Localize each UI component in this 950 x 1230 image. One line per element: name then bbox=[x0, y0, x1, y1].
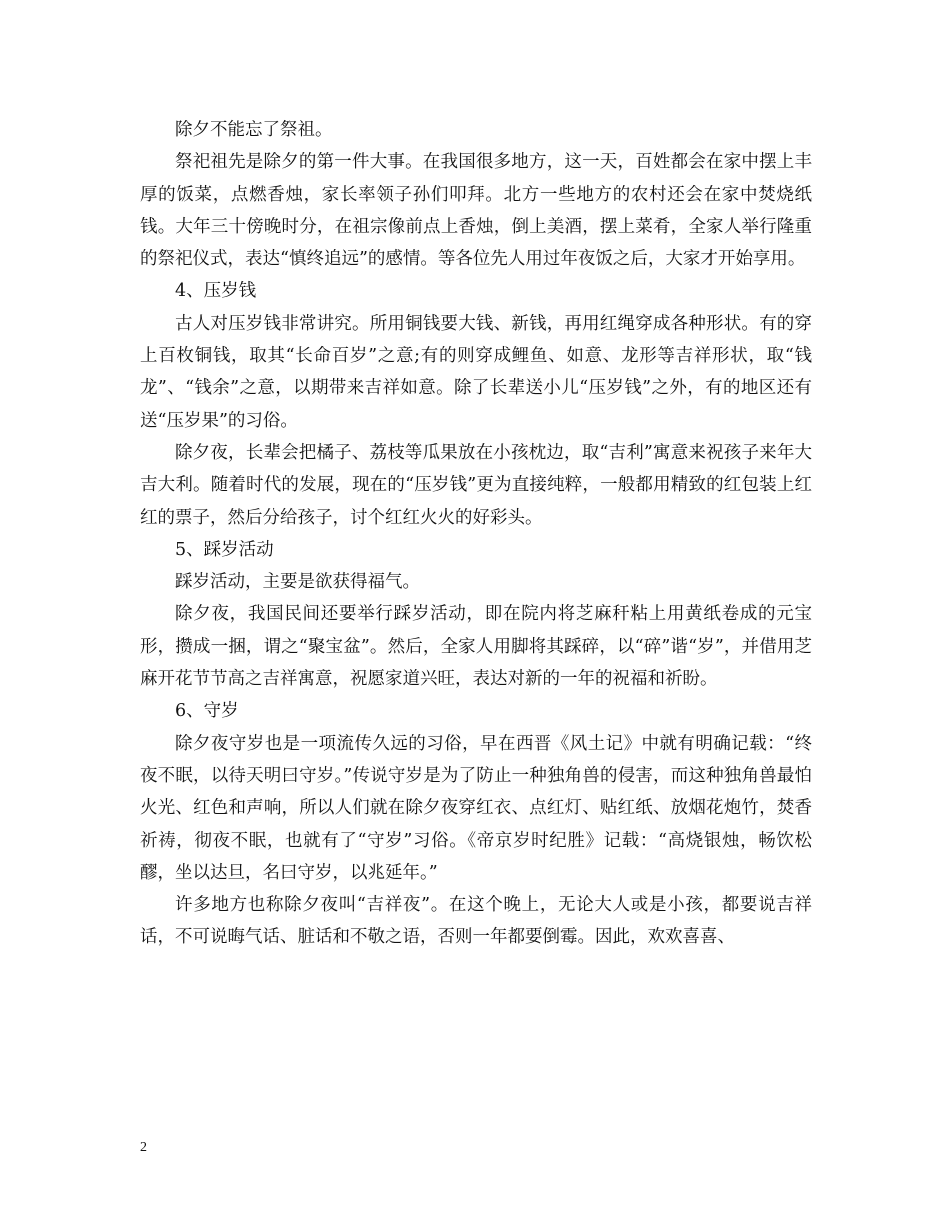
section-heading-staying-up: 6、守岁 bbox=[175, 701, 239, 722]
section-heading-lucky-money: 4、压岁钱 bbox=[175, 281, 257, 302]
paragraph-lucky-money-history: 古人对压岁钱非常讲究。所用铜钱要大钱、新钱，再用红绳穿成各种形状。有的穿上百枚铜钱，取其“长命百岁”之意;有的则穿成鲤鱼、如意、龙形等吉祥形状，取“钱龙”、“钱余”之意，以期带来吉祥如意。除了长辈送小儿“压岁钱”之外，有的地区还有送“压岁果”的习俗。 bbox=[140, 313, 812, 431]
paragraph-stepping-intro: 踩岁活动，主要是欲获得福气。 bbox=[175, 572, 420, 593]
paragraph-stepping-detail: 除夕夜，我国民间还要举行踩岁活动，即在院内将芝麻秆粘上用黄纸卷成的元宝形，攒成一捆，谓之“聚宝盆”。然后，全家人用脚将其踩碎，以“碎”谐“岁”，并借用芝麻开花节节高之吉祥寓意，祝愿家道兴旺，表达对新的一年的祝福和祈盼。 bbox=[140, 604, 812, 690]
paragraph-ancestor-worship: 祭祀祖先是除夕的第一件大事。在我国很多地方，这一天，百姓都会在家中摆上丰厚的饭菜，点燃香烛，家长率领子孙们叩拜。北方一些地方的农村还会在家中焚烧纸钱。大年三十傍晚时分，在祖宗像前点上香烛，倒上美酒，摆上菜肴，全家人举行隆重的祭祀仪式，表达“慎终追远”的感情。等各位先人用过年夜饭之后，大家才开始享用。 bbox=[140, 152, 812, 270]
document-body bbox=[140, 114, 812, 954]
paragraph-staying-up-history: 除夕夜守岁也是一项流传久远的习俗，早在西晋《风土记》中就有明确记载：“终夜不眠，以待天明曰守岁。”传说守岁是为了防止一种独角兽的侵害，而这种独角兽最怕火光、红色和声响，所以人们就在除夕夜穿红衣、点红灯、贴红纸、放烟花炮竹，焚香祈祷，彻夜不眠，也就有了“守岁”习俗。《帝京岁时纪胜》记载：“高烧银烛，畅饮松醪，坐以达旦，名曰守岁，以兆延年。” bbox=[140, 733, 812, 883]
page-number: 2 bbox=[140, 1140, 147, 1155]
section-heading-stepping-activity: 5、踩岁活动 bbox=[175, 539, 274, 560]
paragraph-lucky-money-modern: 除夕夜，长辈会把橘子、荔枝等瓜果放在小孩枕边，取“吉利”寓意来祝孩子来年大吉大利。随着时代的发展，现在的“压岁钱”更为直接纯粹，一般都用精致的红包装上红红的票子，然后分给孩子，讨个红红火火的好彩头。 bbox=[140, 442, 812, 528]
paragraph-ancestor-worship-intro: 除夕不能忘了祭祖。 bbox=[175, 120, 333, 140]
paragraph-auspicious-night: 许多地方也称除夕夜叫“吉祥夜”。在这个晚上，无论大人或是小孩，都要说吉祥话，不可说晦气话、脏话和不敬之语，否则一年都要倒霉。因此，欢欢喜喜、 bbox=[140, 895, 812, 948]
